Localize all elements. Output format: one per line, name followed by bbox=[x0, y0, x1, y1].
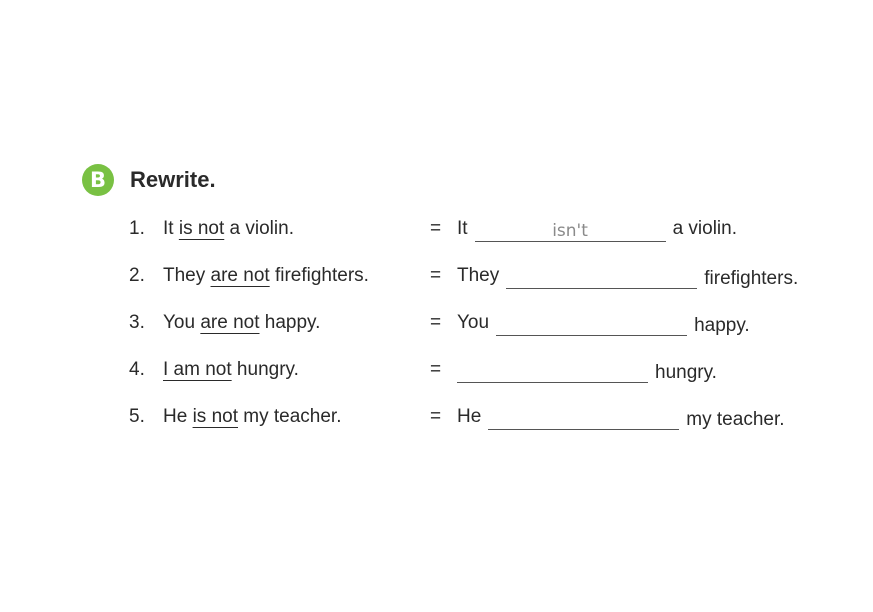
underlined-phrase: is not bbox=[192, 406, 238, 427]
sentence-end: my teacher. bbox=[238, 406, 342, 427]
rewrite-end: a violin. bbox=[672, 218, 737, 239]
sentence-start: You bbox=[163, 312, 201, 333]
item-number: 4. bbox=[129, 359, 145, 380]
equals-sign: = bbox=[430, 359, 442, 380]
rewrite-sentence bbox=[457, 217, 737, 241]
equals-sign: = bbox=[430, 265, 442, 286]
rewrite-sentence bbox=[457, 358, 717, 382]
sample-answer: isn't bbox=[552, 221, 588, 241]
source-sentence bbox=[163, 405, 342, 429]
rewrite-end: firefighters. bbox=[704, 268, 799, 289]
section-title: Rewrite. bbox=[130, 167, 216, 192]
sentence-end: happy. bbox=[259, 312, 321, 333]
answer-blank[interactable] bbox=[488, 407, 679, 430]
section-letter-badge: B bbox=[82, 164, 114, 196]
item-number: 5. bbox=[129, 406, 145, 427]
rewrite-sentence bbox=[457, 264, 798, 288]
rewrite-end: hungry. bbox=[655, 362, 717, 383]
answer-blank[interactable] bbox=[457, 360, 648, 383]
item-number: 2. bbox=[129, 265, 145, 286]
item-number: 3. bbox=[129, 312, 145, 333]
rewrite-end: my teacher. bbox=[686, 409, 785, 430]
underlined-phrase: are not bbox=[210, 265, 270, 286]
sentence-end: a violin. bbox=[224, 218, 294, 239]
sentence-start: He bbox=[163, 406, 193, 427]
rewrite-start: He bbox=[457, 406, 482, 427]
item-number: 1. bbox=[129, 218, 145, 239]
exercise-item-2 bbox=[0, 264, 873, 304]
exercise-item-1 bbox=[0, 217, 873, 257]
sentence-start: It bbox=[163, 218, 179, 239]
source-sentence bbox=[163, 311, 320, 335]
underlined-phrase: are not bbox=[200, 312, 260, 333]
rewrite-start: They bbox=[457, 265, 500, 286]
rewrite-start: It bbox=[457, 218, 468, 239]
answer-blank[interactable] bbox=[506, 266, 697, 289]
source-sentence bbox=[163, 264, 369, 288]
exercise-item-3 bbox=[0, 311, 873, 351]
exercise-item-5 bbox=[0, 405, 873, 445]
answer-blank[interactable] bbox=[475, 219, 666, 242]
sentence-start: They bbox=[163, 265, 211, 286]
sentence-end: hungry. bbox=[231, 359, 299, 380]
rewrite-sentence bbox=[457, 405, 785, 429]
equals-sign: = bbox=[430, 218, 442, 239]
equals-sign: = bbox=[430, 406, 442, 427]
sentence-end: firefighters. bbox=[269, 265, 369, 286]
rewrite-sentence bbox=[457, 311, 750, 335]
exercise-item-4 bbox=[0, 358, 873, 398]
equals-sign: = bbox=[430, 312, 442, 333]
underlined-phrase: I am not bbox=[163, 359, 232, 380]
answer-blank[interactable] bbox=[496, 313, 687, 336]
source-sentence bbox=[163, 217, 294, 241]
underlined-phrase: is not bbox=[178, 218, 225, 239]
source-sentence bbox=[163, 358, 299, 382]
rewrite-end: happy. bbox=[694, 315, 750, 336]
rewrite-start: You bbox=[457, 312, 490, 333]
